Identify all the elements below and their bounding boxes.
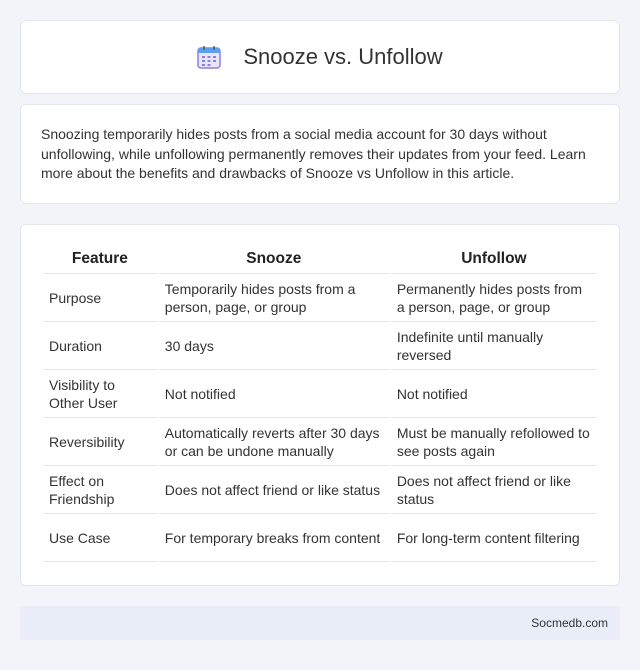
snooze-cell: Automatically reverts after 30 days or can be undone manually bbox=[159, 418, 389, 466]
snooze-cell: For temporary breaks from content bbox=[159, 514, 389, 562]
title-card bbox=[20, 20, 620, 94]
footer-bar bbox=[20, 606, 620, 640]
table-header-row bbox=[43, 245, 597, 274]
intro-card bbox=[20, 104, 620, 204]
table-row bbox=[43, 514, 597, 562]
feature-cell: Duration bbox=[43, 322, 157, 370]
feature-cell: Purpose bbox=[43, 274, 157, 322]
column-header-snooze: Snooze bbox=[159, 245, 389, 274]
unfollow-cell: Not notified bbox=[391, 370, 597, 418]
unfollow-cell: Must be manually refollowed to see posts again bbox=[391, 418, 597, 466]
table-row bbox=[43, 322, 597, 370]
unfollow-cell: Indefinite until manually reversed bbox=[391, 322, 597, 370]
snooze-cell: Does not affect friend or like status bbox=[159, 466, 389, 514]
feature-cell: Effect on Friendship bbox=[43, 466, 157, 514]
comparison-table bbox=[41, 245, 599, 562]
feature-cell: Reversibility bbox=[43, 418, 157, 466]
snooze-cell: 30 days bbox=[159, 322, 389, 370]
table-row bbox=[43, 274, 597, 322]
feature-cell: Visibility to Other User bbox=[43, 370, 157, 418]
column-header-unfollow: Unfollow bbox=[391, 245, 597, 274]
intro-text: Snoozing temporarily hides posts from a social media account for 30 days without unfollowing, while unfollowing permanently removes their updates from your feed. Learn more about the benefits and drawbacks of Snooze vs Unfollow in this article. bbox=[41, 126, 586, 181]
column-header-feature: Feature bbox=[43, 245, 157, 274]
unfollow-cell: For long-term content filtering bbox=[391, 514, 597, 562]
table-row bbox=[43, 370, 597, 418]
calendar-icon bbox=[197, 45, 221, 69]
page-title: Snooze vs. Unfollow bbox=[243, 44, 443, 69]
unfollow-cell: Permanently hides posts from a person, page, or group bbox=[391, 274, 597, 322]
unfollow-cell: Does not affect friend or like status bbox=[391, 466, 597, 514]
table-card bbox=[20, 224, 620, 586]
table-row bbox=[43, 466, 597, 514]
snooze-cell: Not notified bbox=[159, 370, 389, 418]
feature-cell: Use Case bbox=[43, 514, 157, 562]
footer-site-link[interactable]: Socmedb.com bbox=[531, 616, 608, 630]
snooze-cell: Temporarily hides posts from a person, page, or group bbox=[159, 274, 389, 322]
table-row bbox=[43, 418, 597, 466]
